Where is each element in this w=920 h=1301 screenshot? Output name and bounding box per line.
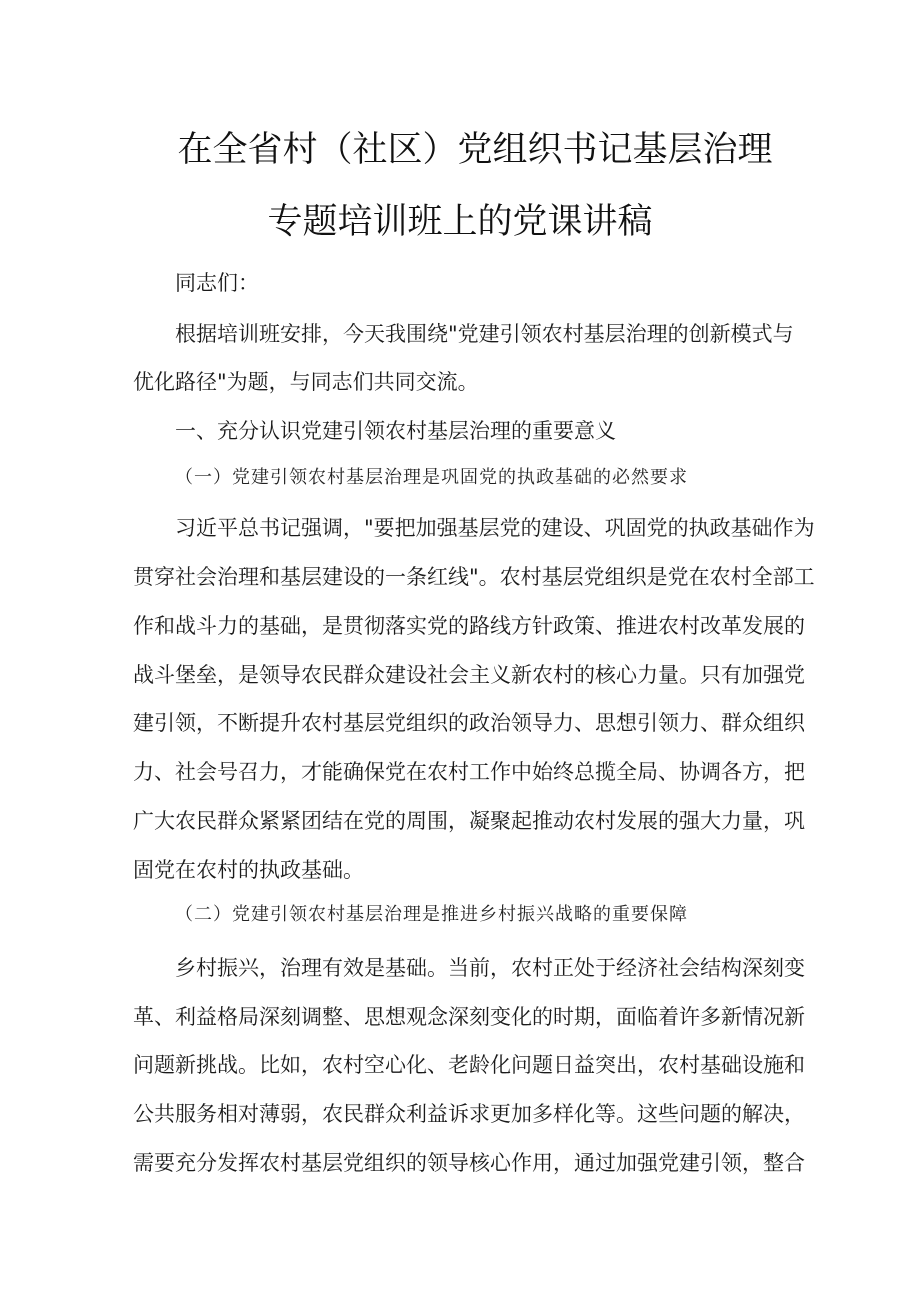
paragraph-1-line: 习近平总书记强调，"要把加强基层党的建设、巩固党的执政基础作为 — [175, 516, 815, 540]
paragraph-2-line: 问题新挑战。比如，农村空心化、老龄化问题日益突出，农村基础设施和 — [133, 1053, 805, 1077]
document-title-line-1: 在全省村（社区）党组织书记基层治理 — [177, 130, 773, 170]
paragraph-2-line: 革、利益格局深刻调整、思想观念深刻变化的时期，面临着许多新情况新 — [133, 1005, 805, 1029]
paragraph-1-line: 贯穿社会治理和基层建设的一条红线"。农村基层党组织是党在农村全部工 — [133, 565, 815, 589]
paragraph-1-line: 作和战斗力的基础，是贯彻落实党的路线方针政策、推进农村改革发展的 — [133, 614, 805, 638]
paragraph-1-line: 建引领，不断提升农村基层党组织的政治领导力、思想引领力、群众组织 — [133, 711, 805, 735]
intro-line: 优化路径"为题，与同志们共同交流。 — [133, 370, 479, 394]
document-title-line-2: 专题培训班上的党课讲稿 — [267, 202, 653, 242]
paragraph-2-line: 需要充分发挥农村基层党组织的领导核心作用，通过加强党建引领，整合 — [133, 1151, 805, 1175]
paragraph-1-line: 固党在农村的执政基础。 — [133, 858, 364, 882]
subsection-1-heading: （一）党建引领农村基层治理是巩固党的执政基础的必然要求 — [175, 467, 688, 488]
section-1-heading: 一、充分认识党建引领农村基层治理的重要意义 — [175, 419, 616, 443]
paragraph-2-line: 乡村振兴，治理有效是基础。当前，农村正处于经济社会结构深刻变 — [175, 956, 805, 980]
subsection-2-heading: （二）党建引领农村基层治理是推进乡村振兴战略的重要保障 — [175, 904, 688, 925]
salutation: 同志们： — [175, 271, 259, 295]
paragraph-1-line: 力、社会号召力，才能确保党在农村工作中始终总揽全局、协调各方，把 — [133, 760, 805, 784]
paragraph-1-line: 广大农民群众紧紧团结在党的周围，凝聚起推动农村发展的强大力量，巩 — [133, 809, 805, 833]
paragraph-2-line: 公共服务相对薄弱，农民群众利益诉求更加多样化等。这些问题的解决， — [133, 1102, 805, 1126]
paragraph-1-line: 战斗堡垒，是领导农民群众建设社会主义新农村的核心力量。只有加强党 — [133, 663, 805, 687]
intro-line: 根据培训班安排，今天我围绕"党建引领农村基层治理的创新模式与 — [175, 322, 794, 346]
